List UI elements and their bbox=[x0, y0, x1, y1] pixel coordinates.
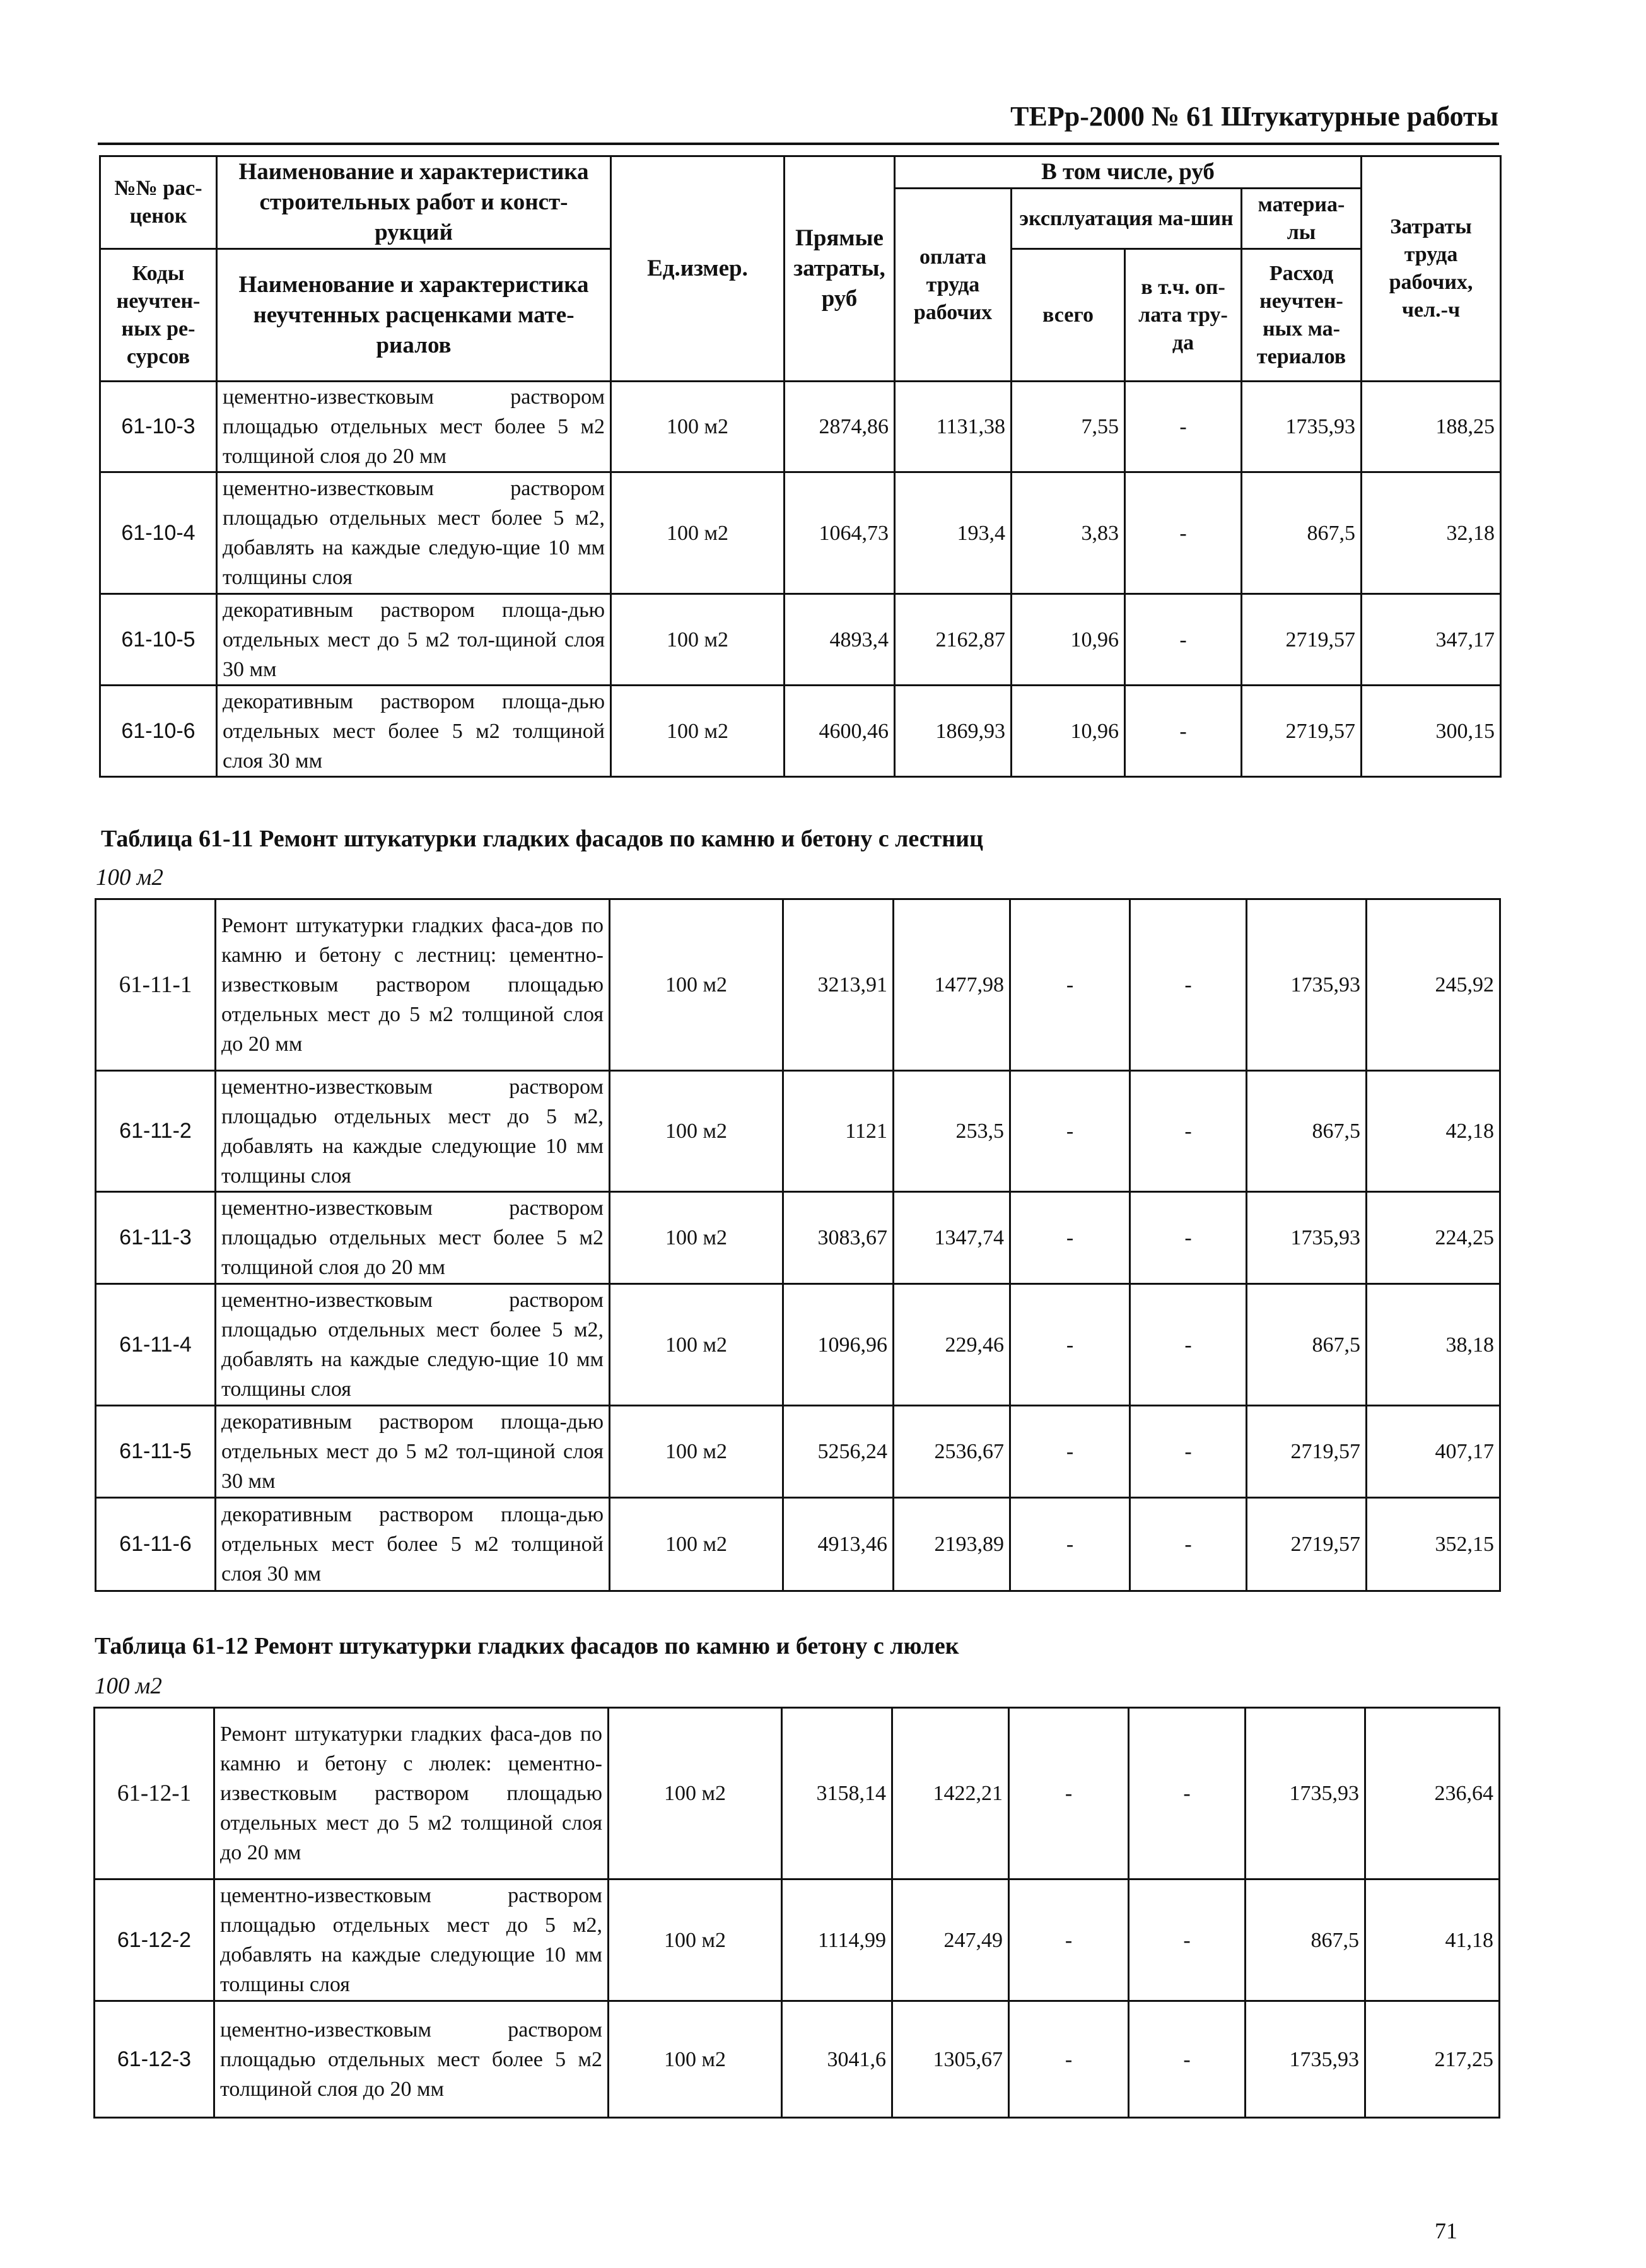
rates-table-61-11 bbox=[95, 898, 1501, 1592]
wages-cell: 1869,93 bbox=[895, 686, 1012, 777]
work-description: цементно-известковым раствором площадью отдельных мест до 5 м2, добавлять на каждые следующие 10 мм толщины слоя bbox=[216, 1071, 610, 1192]
machines-cell: - bbox=[1010, 1284, 1130, 1406]
materials-cell: 2719,57 bbox=[1247, 1406, 1367, 1498]
machines-cell: 3,83 bbox=[1012, 472, 1125, 594]
rate-code: 61-12-3 bbox=[95, 2001, 214, 2118]
labor-cell: 42,18 bbox=[1367, 1071, 1500, 1192]
header-name-bottom: Наименование и характеристика неучтенных расценками мате-риалов bbox=[217, 249, 611, 382]
labor-cell: 407,17 bbox=[1367, 1406, 1500, 1498]
unit-cell: 100 м2 bbox=[609, 1879, 782, 2001]
table-row bbox=[100, 382, 1501, 472]
machines-cell: - bbox=[1009, 2001, 1129, 2118]
machine-wages-cell: - bbox=[1130, 899, 1247, 1071]
materials-cell: 1735,93 bbox=[1246, 2001, 1365, 2118]
machine-wages-cell: - bbox=[1125, 686, 1242, 777]
direct-cost-cell: 2874,86 bbox=[785, 382, 895, 472]
unit-cell: 100 м2 bbox=[611, 686, 785, 777]
table-unit-note: 100 м2 bbox=[95, 1673, 162, 1699]
page-header-title: ТЕРр-2000 № 61 Штукатурные работы bbox=[1010, 101, 1498, 132]
work-description: цементно-известковым раствором площадью отдельных мест более 5 м2, добавлять на каждые следую-щие 10 мм толщины слоя bbox=[217, 472, 611, 594]
machine-wages-cell: - bbox=[1129, 1879, 1246, 2001]
labor-cell: 38,18 bbox=[1367, 1284, 1500, 1406]
table-row bbox=[95, 2001, 1500, 2118]
unit-cell: 100 м2 bbox=[610, 1284, 783, 1406]
table-unit-note: 100 м2 bbox=[96, 865, 163, 891]
work-description: декоративным раствором площа-дью отдельных мест до 5 м2 тол-щиной слоя 30 мм bbox=[216, 1406, 610, 1498]
machines-cell: - bbox=[1010, 1071, 1130, 1192]
page-number: 71 bbox=[1435, 2218, 1457, 2243]
header-direct-costs: Прямые затраты, руб bbox=[785, 156, 895, 382]
wages-cell: 253,5 bbox=[894, 1071, 1010, 1192]
header-materials-bottom: Расход неучтен-ных ма-териалов bbox=[1242, 249, 1362, 382]
machines-cell: - bbox=[1010, 1406, 1130, 1498]
direct-cost-cell: 3083,67 bbox=[783, 1192, 894, 1284]
machine-wages-cell: - bbox=[1125, 382, 1242, 472]
rate-code: 61-11-5 bbox=[96, 1406, 216, 1498]
materials-cell: 1735,93 bbox=[1247, 1192, 1367, 1284]
rates-table-61-10 bbox=[99, 155, 1502, 778]
table-caption-61-11: Таблица 61-11 Ремонт штукатурки гладких фасадов по камню и бетону с лестниц bbox=[101, 826, 983, 852]
direct-cost-cell: 1064,73 bbox=[785, 472, 895, 594]
rate-code: 61-10-6 bbox=[100, 686, 217, 777]
unit-cell: 100 м2 bbox=[610, 1406, 783, 1498]
direct-cost-cell: 4893,4 bbox=[785, 594, 895, 686]
wages-cell: 2162,87 bbox=[895, 594, 1012, 686]
machines-cell: 10,96 bbox=[1012, 686, 1125, 777]
labor-cell: 41,18 bbox=[1365, 1879, 1500, 2001]
work-description: декоративным раствором площа-дью отдельных мест более 5 м2 толщиной слоя 30 мм bbox=[216, 1498, 610, 1591]
machines-cell: - bbox=[1010, 899, 1130, 1071]
machine-wages-cell: - bbox=[1130, 1071, 1247, 1192]
rate-code: 61-10-3 bbox=[100, 382, 217, 472]
machines-cell: 10,96 bbox=[1012, 594, 1125, 686]
rate-code: 61-12-1 bbox=[95, 1708, 214, 1879]
wages-cell: 1477,98 bbox=[894, 899, 1010, 1071]
machine-wages-cell: - bbox=[1129, 1708, 1246, 1879]
labor-cell: 300,15 bbox=[1362, 686, 1501, 777]
machines-cell: - bbox=[1009, 1879, 1129, 2001]
direct-cost-cell: 1096,96 bbox=[783, 1284, 894, 1406]
rate-code: 61-11-2 bbox=[96, 1071, 216, 1192]
machine-wages-cell: - bbox=[1130, 1498, 1247, 1591]
labor-cell: 224,25 bbox=[1367, 1192, 1500, 1284]
wages-cell: 1305,67 bbox=[892, 2001, 1009, 2118]
wages-cell: 2536,67 bbox=[894, 1406, 1010, 1498]
work-description: цементно-известковым раствором площадью отдельных мест более 5 м2 толщиной слоя до 20 мм bbox=[216, 1192, 610, 1284]
machine-wages-cell: - bbox=[1130, 1192, 1247, 1284]
unit-cell: 100 м2 bbox=[610, 899, 783, 1071]
machines-cell: - bbox=[1009, 1708, 1129, 1879]
direct-cost-cell: 1114,99 bbox=[782, 1879, 892, 2001]
work-description: Ремонт штукатурки гладких фаса-дов по камню и бетону с люлек: цементно-известковым раствором площадью отдельных мест до 5 м2 толщиной слоя до 20 мм bbox=[214, 1708, 609, 1879]
wages-cell: 229,46 bbox=[894, 1284, 1010, 1406]
rate-code: 61-11-6 bbox=[96, 1498, 216, 1591]
wages-cell: 2193,89 bbox=[894, 1498, 1010, 1591]
machines-cell: - bbox=[1010, 1498, 1130, 1591]
rate-code: 61-10-5 bbox=[100, 594, 217, 686]
machine-wages-cell: - bbox=[1130, 1406, 1247, 1498]
materials-cell: 867,5 bbox=[1247, 1071, 1367, 1192]
unit-cell: 100 м2 bbox=[609, 2001, 782, 2118]
header-machines-wages: в т.ч. оп-лата тру-да bbox=[1125, 249, 1242, 382]
table-row bbox=[96, 1284, 1500, 1406]
labor-cell: 245,92 bbox=[1367, 899, 1500, 1071]
unit-cell: 100 м2 bbox=[611, 382, 785, 472]
table-row bbox=[96, 1071, 1500, 1192]
wages-cell: 1422,21 bbox=[892, 1708, 1009, 1879]
table-row bbox=[96, 1406, 1500, 1498]
table-row bbox=[95, 1879, 1500, 2001]
work-description: декоративным раствором площа-дью отдельных мест до 5 м2 тол-щиной слоя 30 мм bbox=[217, 594, 611, 686]
unit-cell: 100 м2 bbox=[611, 594, 785, 686]
rate-code: 61-10-4 bbox=[100, 472, 217, 594]
header-divider bbox=[98, 143, 1499, 145]
materials-cell: 867,5 bbox=[1246, 1879, 1365, 2001]
materials-cell: 1735,93 bbox=[1242, 382, 1362, 472]
rate-code: 61-11-3 bbox=[96, 1192, 216, 1284]
header-code-top: №№ рас-ценок bbox=[100, 156, 217, 249]
wages-cell: 1131,38 bbox=[895, 382, 1012, 472]
labor-cell: 236,64 bbox=[1365, 1708, 1500, 1879]
rate-code: 61-11-1 bbox=[96, 899, 216, 1071]
unit-cell: 100 м2 bbox=[610, 1071, 783, 1192]
materials-cell: 2719,57 bbox=[1242, 594, 1362, 686]
header-labor: Затраты труда рабочих, чел.-ч bbox=[1362, 156, 1501, 382]
materials-cell: 867,5 bbox=[1247, 1284, 1367, 1406]
header-materials-top: материа-лы bbox=[1242, 189, 1362, 249]
header-name-top: Наименование и характеристика строительных работ и конст-рукций bbox=[217, 156, 611, 249]
machine-wages-cell: - bbox=[1129, 2001, 1246, 2118]
table-row bbox=[100, 472, 1501, 594]
labor-cell: 217,25 bbox=[1365, 2001, 1500, 2118]
work-description: цементно-известковым раствором площадью отдельных мест более 5 м2 толщиной слоя до 20 мм bbox=[217, 382, 611, 472]
unit-cell: 100 м2 bbox=[610, 1192, 783, 1284]
table-row bbox=[96, 1498, 1500, 1591]
machines-cell: - bbox=[1010, 1192, 1130, 1284]
table-caption-61-12: Таблица 61-12 Ремонт штукатурки гладких фасадов по камню и бетону с люлек bbox=[95, 1633, 959, 1659]
materials-cell: 2719,57 bbox=[1247, 1498, 1367, 1591]
machine-wages-cell: - bbox=[1130, 1284, 1247, 1406]
unit-cell: 100 м2 bbox=[609, 1708, 782, 1879]
labor-cell: 188,25 bbox=[1362, 382, 1501, 472]
wages-cell: 1347,74 bbox=[894, 1192, 1010, 1284]
header-code-bottom: Коды неучтен-ных ре-сурсов bbox=[100, 249, 217, 382]
labor-cell: 347,17 bbox=[1362, 594, 1501, 686]
direct-cost-cell: 3213,91 bbox=[783, 899, 894, 1071]
direct-cost-cell: 5256,24 bbox=[783, 1406, 894, 1498]
materials-cell: 1735,93 bbox=[1246, 1708, 1365, 1879]
work-description: Ремонт штукатурки гладких фаса-дов по камню и бетону с лестниц: цементно-известковым раствором площадью отдельных мест до 5 м2 толщиной слоя до 20 мм bbox=[216, 899, 610, 1071]
header-machines-total: всего bbox=[1012, 249, 1125, 382]
wages-cell: 193,4 bbox=[895, 472, 1012, 594]
work-description: декоративным раствором площа-дью отдельных мест более 5 м2 толщиной слоя 30 мм bbox=[217, 686, 611, 777]
direct-cost-cell: 3158,14 bbox=[782, 1708, 892, 1879]
table-row bbox=[95, 1708, 1500, 1879]
table-row bbox=[100, 686, 1501, 777]
materials-cell: 867,5 bbox=[1242, 472, 1362, 594]
direct-cost-cell: 4600,46 bbox=[785, 686, 895, 777]
direct-cost-cell: 4913,46 bbox=[783, 1498, 894, 1591]
header-machines: эксплуатация ма-шин bbox=[1012, 189, 1242, 249]
labor-cell: 32,18 bbox=[1362, 472, 1501, 594]
work-description: цементно-известковым раствором площадью отдельных мест более 5 м2, добавлять на каждые следую-щие 10 мм толщины слоя bbox=[216, 1284, 610, 1406]
table-row bbox=[100, 594, 1501, 686]
rates-table-61-12 bbox=[93, 1707, 1500, 2119]
machines-cell: 7,55 bbox=[1012, 382, 1125, 472]
unit-cell: 100 м2 bbox=[610, 1498, 783, 1591]
materials-cell: 2719,57 bbox=[1242, 686, 1362, 777]
table-row bbox=[96, 1192, 1500, 1284]
unit-cell: 100 м2 bbox=[611, 472, 785, 594]
header-unit: Ед.измер. bbox=[611, 156, 785, 382]
work-description: цементно-известковым раствором площадью отдельных мест до 5 м2, добавлять на каждые следующие 10 мм толщины слоя bbox=[214, 1879, 609, 2001]
machine-wages-cell: - bbox=[1125, 472, 1242, 594]
header-wages: оплата труда рабочих bbox=[895, 189, 1012, 382]
labor-cell: 352,15 bbox=[1367, 1498, 1500, 1591]
table-row bbox=[96, 899, 1500, 1071]
direct-cost-cell: 3041,6 bbox=[782, 2001, 892, 2118]
header-including: В том числе, руб bbox=[895, 156, 1362, 189]
materials-cell: 1735,93 bbox=[1247, 899, 1367, 1071]
work-description: цементно-известковым раствором площадью отдельных мест более 5 м2 толщиной слоя до 20 мм bbox=[214, 2001, 609, 2118]
direct-cost-cell: 1121 bbox=[783, 1071, 894, 1192]
machine-wages-cell: - bbox=[1125, 594, 1242, 686]
rate-code: 61-12-2 bbox=[95, 1879, 214, 2001]
rate-code: 61-11-4 bbox=[96, 1284, 216, 1406]
wages-cell: 247,49 bbox=[892, 1879, 1009, 2001]
